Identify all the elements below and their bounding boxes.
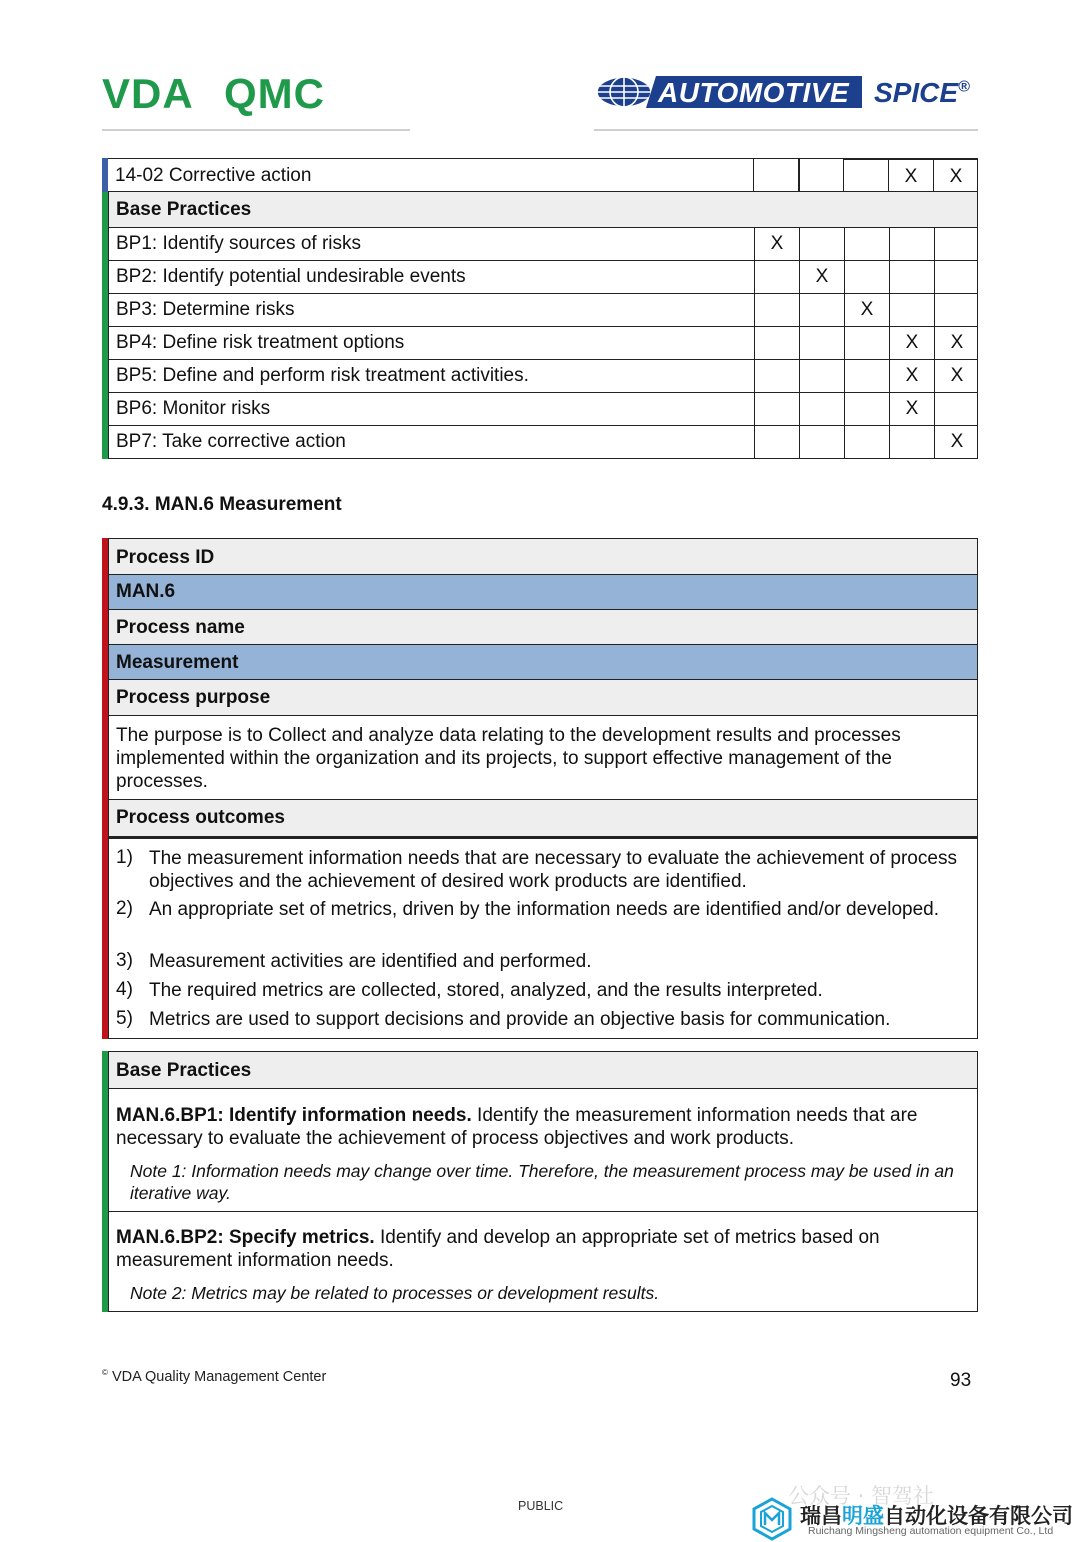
row-label: BP6: Monitor risks	[116, 398, 271, 419]
mark-cell	[934, 261, 979, 293]
process-name-value: Measurement	[116, 652, 239, 673]
bp-heading: Base Practices	[116, 1060, 252, 1081]
table-row	[108, 426, 978, 459]
process-purpose-label: Process purpose	[116, 687, 271, 708]
mark-cell	[798, 159, 843, 191]
bp-item-text	[116, 1226, 966, 1272]
process-id-label-row	[108, 538, 978, 575]
mark-cell	[799, 228, 844, 260]
row-label: BP3: Determine risks	[116, 299, 295, 320]
page-number: 93	[950, 1370, 972, 1391]
section-title: 4.9.3. MAN.6 Measurement	[102, 494, 342, 515]
mark-cell	[799, 360, 844, 392]
table-row	[108, 393, 978, 426]
mark-cell	[934, 393, 979, 425]
bp-header-row	[108, 1051, 978, 1089]
bp-item-text	[116, 1104, 966, 1150]
mark-cell	[844, 393, 889, 425]
mark-cell: X	[888, 159, 933, 191]
outcome-text: Measurement activities are identified and performed.	[149, 951, 592, 972]
outcome-text: An appropriate set of metrics, driven by the information needs are identified and/or developed.	[149, 899, 940, 920]
process-id-label: Process ID	[116, 547, 215, 568]
outcome-number: 5)	[116, 1008, 133, 1029]
row-label: BP5: Define and perform risk treatment activities.	[116, 365, 529, 386]
table-row	[108, 261, 978, 294]
process-purpose-label-row	[108, 680, 978, 716]
mark-cell: X	[934, 327, 979, 359]
logo-spice-text: SPICE®	[874, 77, 970, 108]
base-practices-heading: Base Practices	[116, 199, 252, 220]
mark-cell	[844, 360, 889, 392]
mark-cell: X	[799, 261, 844, 293]
table-row	[108, 294, 978, 327]
mark-cell: X	[889, 360, 934, 392]
mark-cell	[799, 393, 844, 425]
outcome-number: 4)	[116, 979, 133, 1000]
bp-item-note: Note 2: Metrics may be related to processes or development results.	[130, 1283, 660, 1303]
mark-cell: X	[754, 228, 799, 260]
mark-cell	[844, 426, 889, 458]
process-id-value: MAN.6	[116, 581, 176, 602]
mark-cell	[844, 261, 889, 293]
mark-cell	[844, 327, 889, 359]
mark-cell	[934, 294, 979, 326]
mark-cell: X	[844, 294, 889, 326]
mark-cell	[934, 228, 979, 260]
company-logo-icon	[752, 1497, 792, 1541]
mark-cell	[889, 294, 934, 326]
mark-cell: X	[933, 159, 978, 191]
outcome-text: The required metrics are collected, stored, analyzed, and the results interpreted.	[149, 980, 823, 1001]
row-label: BP4: Define risk treatment options	[116, 332, 405, 353]
table-row	[108, 158, 978, 192]
row-label: 14-02 Corrective action	[115, 165, 312, 186]
outcome-number: 2)	[116, 898, 133, 919]
mark-cell: X	[934, 360, 979, 392]
globe-icon	[594, 76, 652, 108]
bp-item-note: Note 1: Information needs may change over time. Therefore, the measurement process may be used in an iterative way.	[130, 1161, 954, 1203]
mark-cell	[799, 426, 844, 458]
mark-cell: X	[889, 327, 934, 359]
mark-cell	[843, 159, 888, 191]
faded-watermark-text: 公众号 · 智驾社	[788, 1484, 935, 1508]
process-name-label-row	[108, 610, 978, 645]
bp-item-description: Identify the measurement information needs that are necessary to evaluate the achievement of process objectives and work products.	[116, 1105, 918, 1149]
classification-label: PUBLIC	[518, 1499, 564, 1513]
company-name-cn: 瑞昌明盛自动化设备有限公司	[800, 1504, 1073, 1528]
mark-cell	[889, 228, 934, 260]
header-rule-right	[594, 129, 978, 131]
outcome-number: 1)	[116, 847, 133, 868]
process-id-value-row	[108, 575, 978, 610]
outcome-number: 3)	[116, 950, 133, 971]
table-row	[108, 360, 978, 393]
process-outcomes-label-row	[108, 800, 978, 837]
mark-cell	[754, 426, 799, 458]
bp-item-title: MAN.6.BP2: Specify metrics.	[116, 1227, 375, 1248]
row-label: BP7: Take corrective action	[116, 431, 346, 452]
mark-cell	[799, 294, 844, 326]
mark-cell: X	[934, 426, 979, 458]
process-name-value-row	[108, 645, 978, 680]
table-row	[108, 228, 978, 261]
mark-cell	[754, 294, 799, 326]
process-purpose-text: The purpose is to Collect and analyze data relating to the development results and processes implemented within the organization and its projects, to support effective management of the processes.	[116, 725, 901, 792]
mark-cell	[753, 158, 798, 191]
table-row	[108, 327, 978, 360]
mark-cell	[844, 228, 889, 260]
bp-item-description: Identify and develop an appropriate set of metrics based on measurement information needs.	[116, 1227, 880, 1271]
logo-automotive-text: AUTOMOTIVE	[658, 77, 850, 108]
row-label: BP2: Identify potential undesirable events	[116, 266, 466, 287]
row-label: BP1: Identify sources of risks	[116, 233, 361, 254]
mark-cell	[799, 327, 844, 359]
base-practices-header-row	[108, 192, 978, 228]
mark-cell	[754, 327, 799, 359]
bp-item-title: MAN.6.BP1: Identify information needs.	[116, 1105, 472, 1126]
footer-copyright: © VDA Quality Management Center	[102, 1368, 327, 1385]
mark-cell	[889, 261, 934, 293]
qmc-logo: QMC	[224, 70, 325, 117]
mark-cell	[889, 426, 934, 458]
company-name-en: Ruichang Mingsheng automation equipment Co., Ltd	[808, 1525, 1054, 1537]
process-outcomes-label: Process outcomes	[116, 807, 285, 828]
mark-cell	[754, 360, 799, 392]
mark-cell	[754, 261, 799, 293]
header-rule-left	[102, 129, 410, 131]
process-name-label: Process name	[116, 617, 245, 638]
mark-cell: X	[889, 393, 934, 425]
outcome-text: The measurement information needs that are necessary to evaluate the achievement of process objectives and the achievement of desired work products are identified.	[149, 848, 957, 892]
outcome-text: Metrics are used to support decisions and provide an objective basis for communication.	[149, 1009, 891, 1030]
vda-logo: VDA	[102, 70, 194, 117]
mark-cell	[754, 393, 799, 425]
